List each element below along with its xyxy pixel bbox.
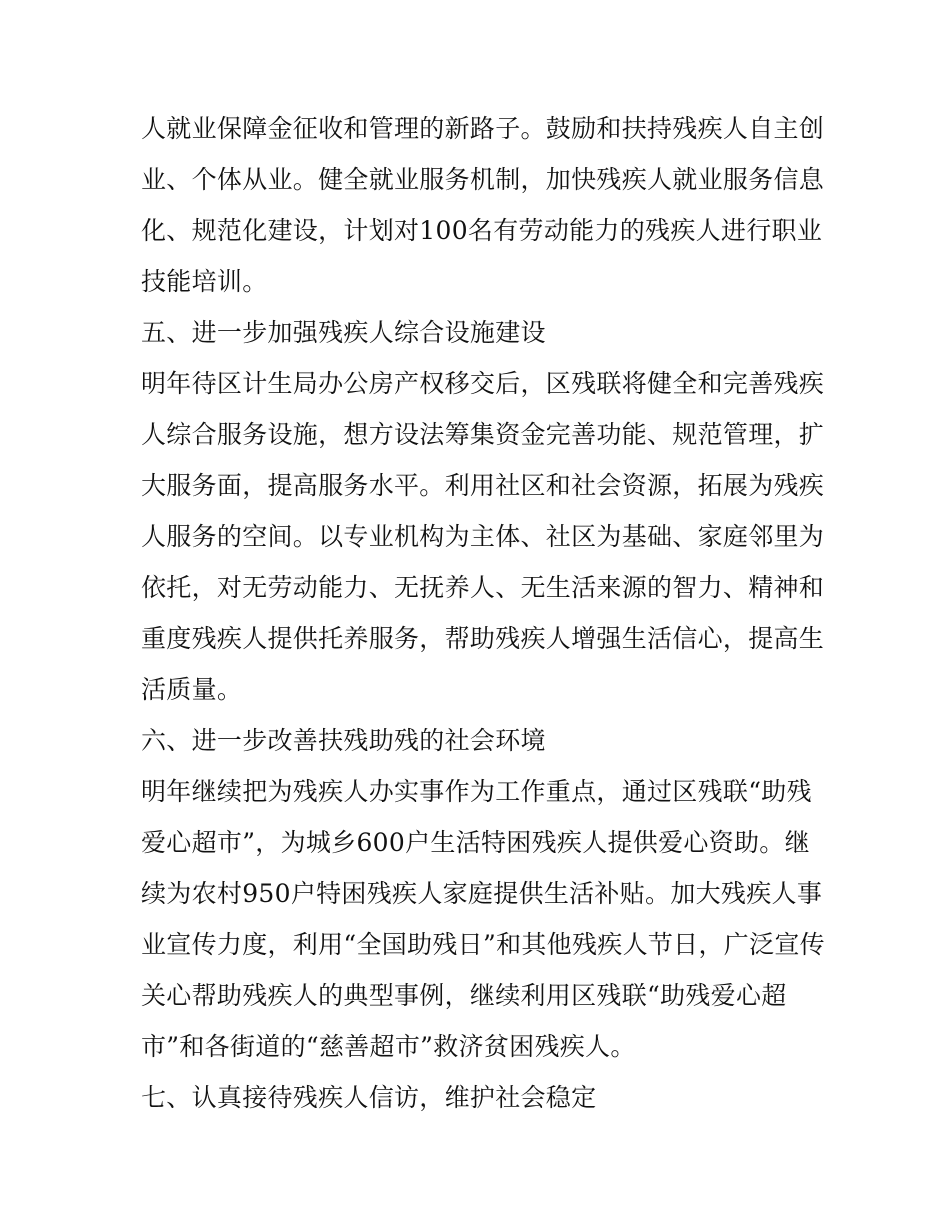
body-line: 化、规范化建设，计划对100名有劳动能力的残疾人进行职业 <box>141 216 823 245</box>
body-line: 业、个体从业。健全就业服务机制，加快残疾人就业服务信息 <box>141 165 825 194</box>
body-line: 明年待区计生局办公房产权移交后，区残联将健全和完善残疾 <box>141 369 825 398</box>
body-line: 市”和各街道的“慈善超市”救济贫困残疾人。 <box>141 1032 636 1061</box>
body-line: 人服务的空间。以专业机构为主体、社区为基础、家庭邻里为 <box>141 522 825 551</box>
body-line: 技能培训。 <box>141 267 268 296</box>
body-line: 大服务面，提高服务水平。利用社区和社会资源，拓展为残疾 <box>141 471 825 500</box>
body-line: 关心帮助残疾人的典型事例，继续利用区残联“助残爱心超 <box>141 981 787 1010</box>
body-line: 活质量。 <box>141 675 243 704</box>
document-body <box>141 103 825 1123</box>
body-line: 爱心超市”，为城乡600户生活特困残疾人提供爱心资助。继 <box>141 828 810 857</box>
body-line: 重度残疾人提供托养服务，帮助残疾人增强生活信心，提高生 <box>141 624 825 653</box>
body-line: 人就业保障金征收和管理的新路子。鼓励和扶持残疾人自主创 <box>141 114 825 143</box>
section-heading-6: 六、进一步改善扶残助残的社会环境 <box>141 726 546 755</box>
body-line: 业宣传力度，利用“全国助残日”和其他残疾人节日，广泛宣传 <box>141 930 825 959</box>
body-line: 人综合服务设施，想方设法筹集资金完善功能、规范管理，扩 <box>141 420 825 449</box>
section-heading-7: 七、认真接待残疾人信访，维护社会稳定 <box>141 1083 597 1112</box>
body-line: 明年继续把为残疾人办实事作为工作重点，通过区残联“助残 <box>141 777 812 806</box>
body-line: 续为农村950户特困残疾人家庭提供生活补贴。加大残疾人事 <box>141 879 823 908</box>
body-line: 依托，对无劳动能力、无抚养人、无生活来源的智力、精神和 <box>141 573 825 602</box>
section-heading-5: 五、进一步加强残疾人综合设施建设 <box>141 318 546 347</box>
